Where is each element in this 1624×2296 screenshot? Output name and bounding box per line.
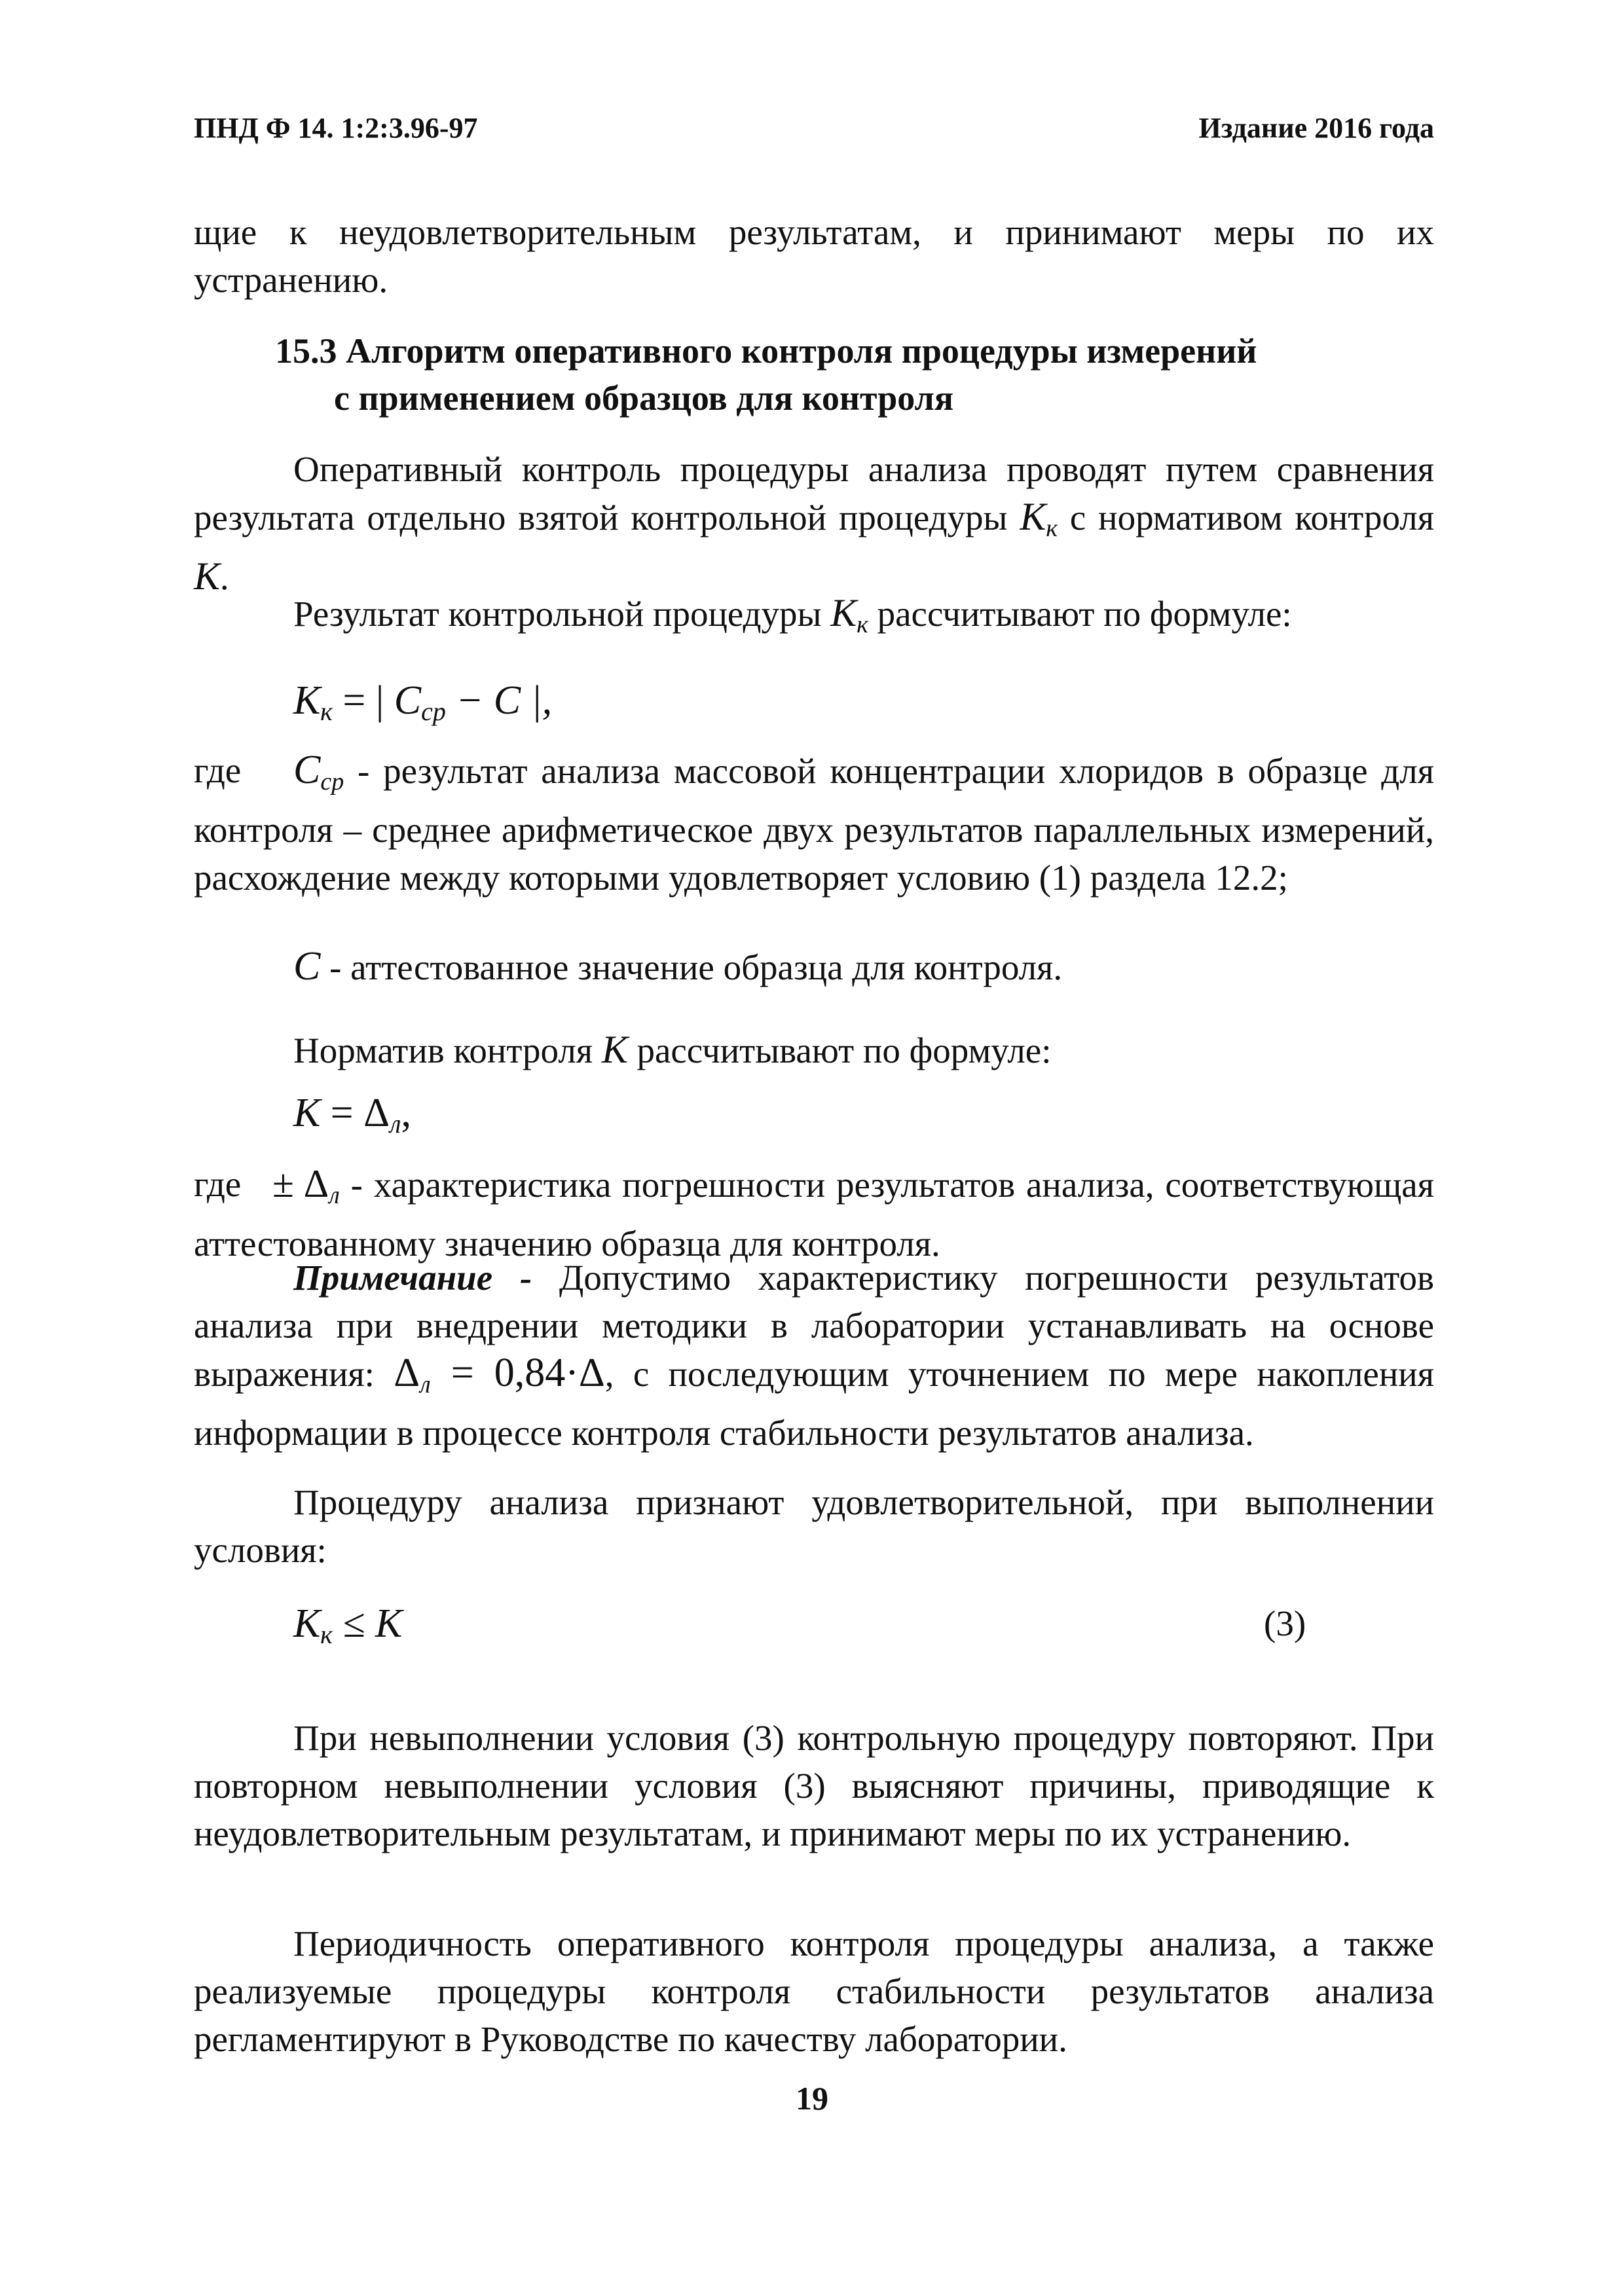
note-title: Примечание -: [293, 1258, 532, 1298]
formula2-lhs: К: [293, 1091, 321, 1135]
equation-number: (3): [1264, 1603, 1306, 1643]
formula2-eq: = Δ: [320, 1091, 390, 1135]
definition-c-text: - аттестованное значение образца для контроля.: [320, 947, 1063, 987]
formula1-lhs: К: [293, 678, 321, 723]
note-math-delta: Δ: [394, 1351, 420, 1395]
formula2-tail: ,: [401, 1091, 411, 1135]
symbol-delta: ± Δ: [272, 1162, 329, 1205]
symbol-c: С: [293, 748, 321, 792]
page-number: 19: [796, 2080, 828, 2117]
formula3-rhs: ≤ К: [332, 1601, 403, 1646]
para1-text-b: с нормативом контроля: [1057, 498, 1434, 538]
formula3-lhs: К: [293, 1601, 321, 1646]
para2-text-b: рассчитывают по формуле:: [868, 594, 1292, 634]
formula-condition-3: [293, 1597, 402, 1661]
symbol-c-subscript: ср: [320, 768, 344, 795]
note-text-b: , с последующим уточнением по мере накопления информации в процессе контроля стабильности результатов анализа.: [194, 1354, 1434, 1453]
note-text-a: Допустимо характеристику погрешности результатов анализа при внедрении методики в лаборатории устанавливать на основе выражения:: [194, 1258, 1434, 1394]
definition-c-avg: [194, 746, 1434, 902]
header-edition: Издание 2016 года: [1198, 112, 1434, 144]
symbol-delta-subscript: л: [329, 1182, 340, 1209]
where-label-1: где: [194, 750, 242, 790]
paragraph-repeat-procedure: При невыполнении условия (3) контрольную процедуру повторяют. При повторном невыполнении условия (3) выясняют причины, приводящие к неудовлетворительным результатам, и принимают меры по их устранению.: [194, 1718, 1434, 1853]
formula1-c: С: [394, 678, 422, 723]
symbol-k-norm: К: [601, 1028, 628, 1071]
formula1-rest: − С |,: [445, 678, 553, 723]
symbol-k: К: [830, 591, 857, 634]
symbol-c: С: [293, 944, 321, 989]
symbol-k-subscript: к: [1046, 515, 1058, 542]
formula-k: [293, 1087, 411, 1150]
definition-c-avg-text: - результат анализа массовой концентрации хлоридов в образце для контроля – среднее арифметическое двух результатов параллельных измерений, расхождение между которыми удовлетворяет условию (1) раздела 12.2;: [194, 751, 1434, 898]
paragraph-acceptance-condition: Процедуру анализа признают удовлетворительной, при выполнении условия:: [194, 1482, 1434, 1570]
symbol-k: К: [1020, 495, 1046, 538]
formula2-sub: л: [390, 1109, 401, 1139]
note-paragraph: [194, 1254, 1434, 1457]
symbol-k-subscript: к: [857, 611, 868, 638]
note-math-expression: = 0,84·Δ: [430, 1351, 605, 1395]
where-label-2: где: [194, 1164, 242, 1204]
section-heading: [275, 327, 1414, 422]
note-math-sub: л: [420, 1371, 431, 1398]
formula1-eq: = |: [332, 678, 394, 723]
section-heading-line1: 15.3 Алгоритм оперативного контроля процедуры измерений: [275, 331, 1257, 371]
para1-text-a: Оперативный контроль процедуры анализа проводят путем сравнения результата отдельно взятой контрольной процедуры: [194, 449, 1434, 538]
symbol-k-norm: К: [194, 555, 220, 598]
definition-delta-text: - характеристика погрешности результатов анализа, соответствующая аттестованному значению образца для контроля.: [194, 1165, 1435, 1264]
para1-text-c: .: [219, 557, 229, 597]
header-doc-code: ПНД Ф 14. 1:2:3.96-97: [194, 112, 478, 144]
carryover-paragraph: щие к неудовлетворительным результатам, и принимают меры по их устранению.: [194, 212, 1434, 300]
formula1-c-sub: ср: [421, 697, 446, 726]
formula3-lhs-sub: к: [320, 1620, 333, 1649]
para3-text-a: Норматив контроля: [293, 1030, 602, 1070]
paragraph-operational-control: [194, 445, 1434, 601]
definition-c: [194, 943, 1434, 991]
formula1-lhs-sub: к: [320, 697, 333, 726]
para2-text-a: Результат контрольной процедуры: [293, 594, 831, 634]
formula-kk: [293, 674, 552, 738]
paragraph-periodicity: Периодичность оперативного контроля процедуры анализа, а также реализуемые процедуры контроля стабильности результатов анализа регламентируют в Руководстве по качеству лаборатории.: [194, 1923, 1434, 2059]
para3-text-b: рассчитывают по формуле:: [627, 1030, 1052, 1070]
paragraph-norm-formula-intro: [194, 1026, 1434, 1074]
paragraph-result-formula-intro: [194, 589, 1434, 649]
definition-delta: [194, 1160, 1434, 1267]
section-heading-line2: с применением образцов для контроля: [334, 378, 954, 418]
